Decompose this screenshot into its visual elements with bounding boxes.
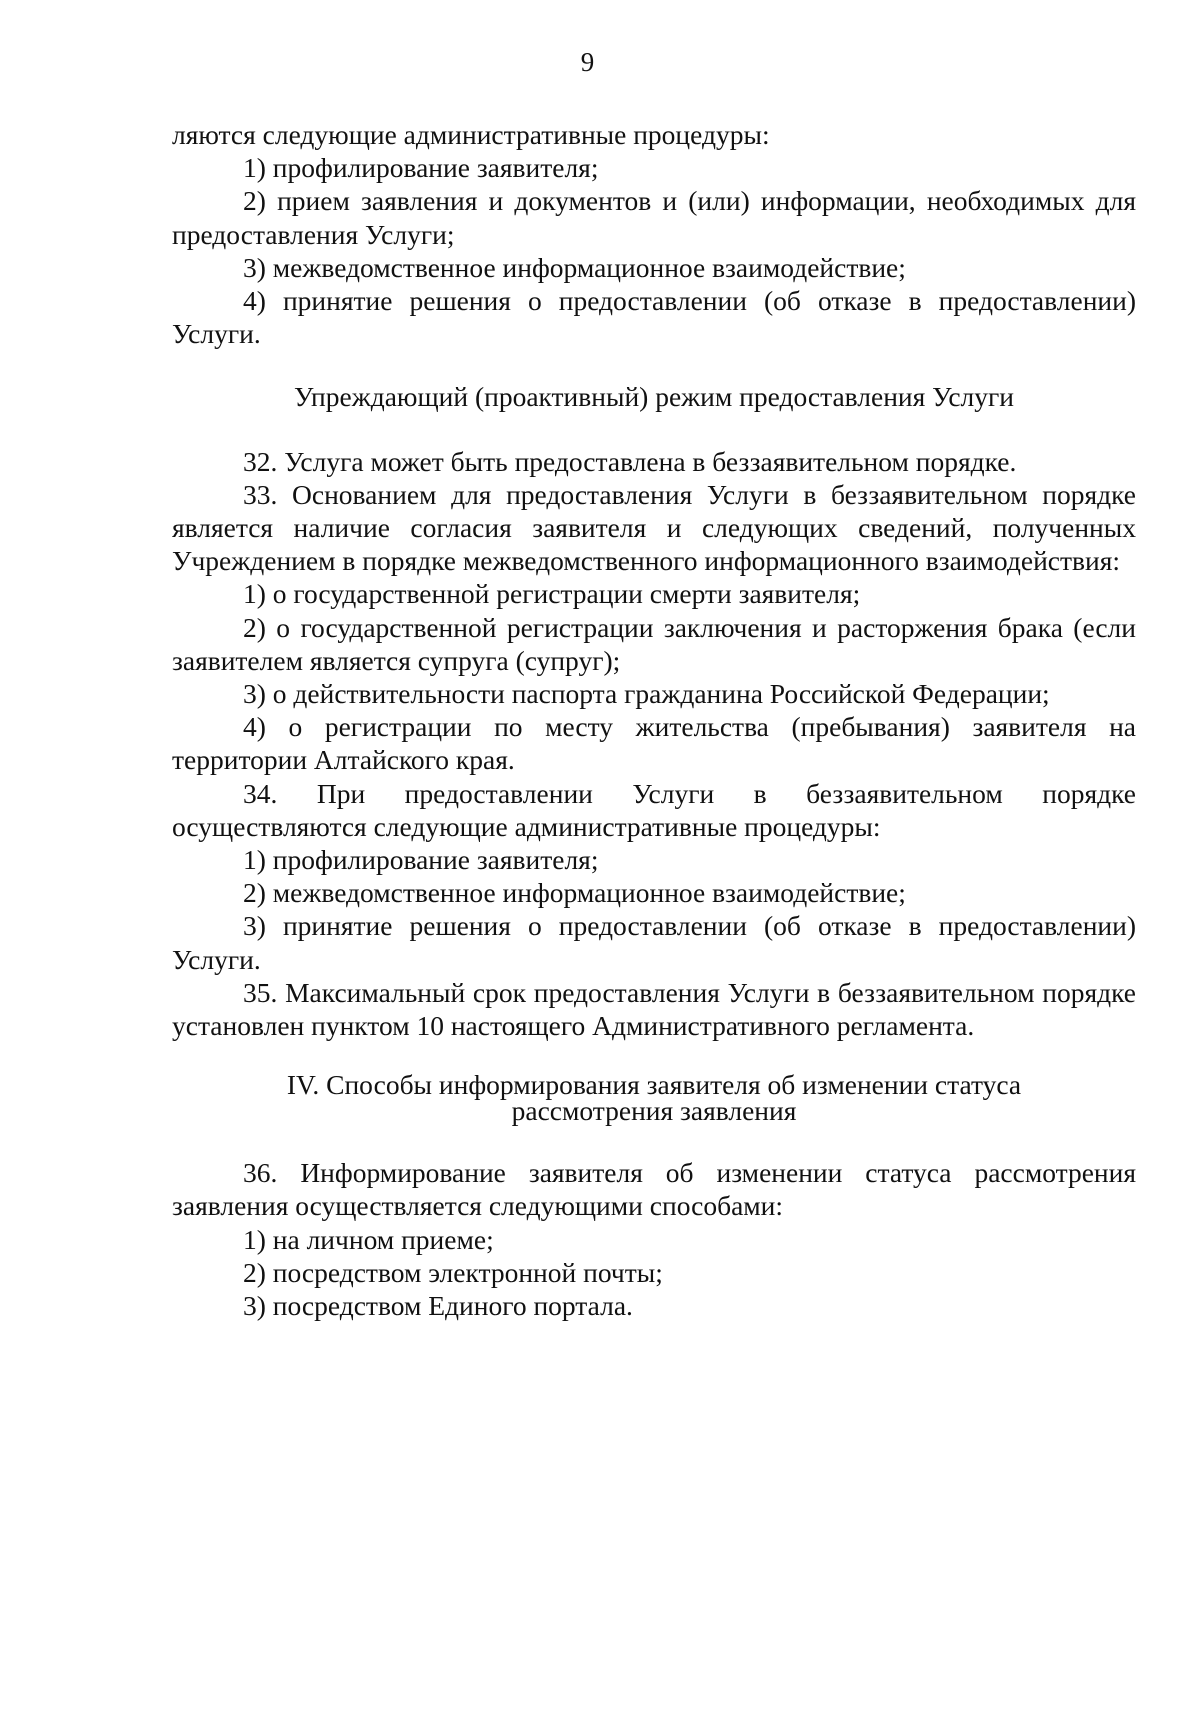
section-heading-proactive: Упреждающий (проактивный) режим предоставления Услуги — [294, 381, 1014, 413]
document-body — [172, 118, 1136, 1322]
section-heading-iv-line2: рассмотрения заявления — [511, 1095, 797, 1127]
list-item: 4) о регистрации по месту жительства (пребывания) заявителя на территории Алтайского края. — [172, 711, 1136, 776]
list-item: 1) профилирование заявителя; — [243, 844, 599, 876]
list-item: 2) посредством электронной почты; — [243, 1256, 663, 1288]
paragraph-32: 32. Услуга может быть предоставлена в беззаявительном порядке. — [243, 445, 1017, 477]
paragraph-35: 35. Максимальный срок предоставления Услуги в беззаявительном порядке установлен пунктом 10 настоящего Административного регламента. — [172, 976, 1136, 1042]
paragraph-33: 33. Основанием для предоставления Услуги в беззаявительном порядке является наличие согласия заявителя и следующих сведений, полученных Учреждением в порядке межведомственного информационного взаимодействия: — [172, 478, 1136, 577]
list-item: 2) межведомственное информационное взаимодействие; — [243, 877, 906, 909]
list-item: 2) о государственной регистрации заключения и расторжения брака (если заявителем является супруга (супруг); — [172, 611, 1136, 676]
paragraph-34: 34. При предоставлении Услуги в беззаявительном порядке осуществляются следующие административные процедуры: — [172, 777, 1136, 842]
list-item: 2) прием заявления и документов и (или) информации, необходимых для предоставления Услуги; — [172, 185, 1136, 250]
paragraph-36: 36. Информирование заявителя об изменении статуса рассмотрения заявления осуществляется следующими способами: — [172, 1157, 1136, 1222]
list-item: 1) профилирование заявителя; — [243, 152, 599, 184]
section-heading-iv — [172, 1069, 1136, 1127]
list-item: 1) о государственной регистрации смерти заявителя; — [243, 578, 861, 610]
list-item: 1) на личном приеме; — [243, 1223, 494, 1255]
list-item: 4) принятие решения о предоставлении (об отказе в предоставлении) Услуги. — [172, 285, 1136, 350]
list-item: 3) принятие решения о предоставлении (об отказе в предоставлении) Услуги. — [172, 910, 1136, 975]
section-heading-iv-line1: IV. Способы информирования заявителя об изменении статуса — [286, 1069, 1022, 1101]
page-number: 9 — [580, 47, 595, 77]
paragraph-continuation: ляются следующие административные процедуры: — [172, 119, 770, 150]
list-item: 3) о действительности паспорта гражданина Российской Федерации; — [243, 678, 1050, 710]
list-item: 3) межведомственное информационное взаимодействие; — [243, 251, 906, 283]
list-item: 3) посредством Единого портала. — [243, 1290, 633, 1322]
